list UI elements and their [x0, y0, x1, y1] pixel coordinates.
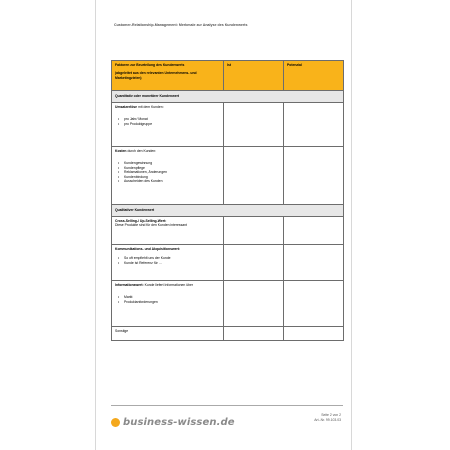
- logo-text: business-wissen.de: [123, 416, 235, 428]
- cell-umsatz: Umsatzerlöse mit dem Kunden: • pro Jahr/ Monat • pro Produktgruppe: [112, 103, 224, 147]
- umsatz-list: [115, 117, 220, 126]
- list-item: • Kundenbindung: [124, 175, 220, 179]
- cell-ist[interactable]: [224, 281, 284, 327]
- table-row-sonstige: [112, 327, 344, 341]
- cell-potenzial[interactable]: [284, 147, 344, 205]
- header-factors-title: Faktoren zur Beurteilung des Kundenwerts: [115, 63, 185, 67]
- cell-ist[interactable]: [224, 327, 284, 341]
- header-factors-subtitle: (abgeleitet aus den relevanten Unternehmens- und Marketingzielen): [115, 71, 197, 80]
- cell-ist[interactable]: [224, 217, 284, 245]
- kommunikation-label: Kommunikations- und Akquisitionswert:: [115, 247, 181, 251]
- header-potenzial: Potenzial: [284, 61, 344, 91]
- section-row-quantitative: [112, 91, 344, 103]
- page-info: [314, 413, 341, 424]
- header-factors: [112, 61, 224, 91]
- list-item: • pro Produktgruppe: [124, 122, 220, 126]
- footer-divider: [111, 405, 343, 406]
- table-row-information: [112, 281, 344, 327]
- section-row-qualitative: [112, 205, 344, 217]
- table-row-kommunikation: [112, 245, 344, 281]
- list-item: • Ausscheiden des Kunden: [124, 179, 220, 183]
- cell-kosten: Kosten durch den Kunden: • Kundengewinnung • Kundenpflege • Reklamationen, Änderungen • Kundenbindung • Ausscheiden des Kunden: [112, 147, 224, 205]
- kommunikation-list: [115, 256, 220, 265]
- list-item: • So oft empfiehlt uns der Kunde: [124, 256, 220, 260]
- kosten-list: [115, 161, 220, 183]
- cell-potenzial[interactable]: [284, 281, 344, 327]
- table-header-row: [112, 61, 344, 91]
- cross-selling-text: Diese Produkte sind für den Kunden interessant: [115, 223, 188, 228]
- cell-potenzial[interactable]: [284, 103, 344, 147]
- cell-information: Informationswert: Kunde liefert Informationen über • Markt • Produktanforderungen: [112, 281, 224, 327]
- document-page: [95, 0, 352, 450]
- cell-ist[interactable]: [224, 147, 284, 205]
- list-item: • Kunde ist Referenz für …: [124, 261, 220, 265]
- cell-ist[interactable]: [224, 103, 284, 147]
- cell-sonstige: Sonstige: [112, 327, 224, 341]
- cell-potenzial[interactable]: [284, 327, 344, 341]
- document-title: Customer-Relationship-Management: Merkmale zur Analyse des Kundenwerts: [114, 23, 248, 27]
- list-item: • pro Jahr/ Monat: [124, 117, 220, 121]
- cell-ist[interactable]: [224, 245, 284, 281]
- table-row-kosten: [112, 147, 344, 205]
- page-number: Seite 2 von 2: [321, 413, 341, 417]
- list-item: • Markt: [124, 295, 220, 299]
- information-list: [115, 295, 220, 304]
- article-number: Art.-Nr. 99.103.03: [314, 418, 341, 423]
- header-ist: Ist: [224, 61, 284, 91]
- brand-logo[interactable]: [111, 415, 235, 429]
- customer-value-table: [111, 60, 344, 341]
- table-row-cross-selling: [112, 217, 344, 245]
- cross-selling-label: Cross-Selling-/ Up-Selling-Wert:: [115, 219, 167, 223]
- list-item: • Reklamationen, Änderungen: [124, 170, 220, 174]
- cell-potenzial[interactable]: [284, 217, 344, 245]
- section-label-qualitative: Qualitativer Kundenwert: [112, 205, 344, 217]
- list-item: • Kundengewinnung: [124, 161, 220, 165]
- list-item: • Produktanforderungen: [124, 300, 220, 304]
- list-item: • Kundenpflege: [124, 166, 220, 170]
- table-row-umsatz: [112, 103, 344, 147]
- cell-kommunikation: [112, 245, 224, 281]
- section-label-quantitative: Quantitativ oder monetärer Kundenwert: [112, 91, 344, 103]
- cell-potenzial[interactable]: [284, 245, 344, 281]
- logo-dot-icon: [111, 418, 120, 427]
- cell-cross-selling: [112, 217, 224, 245]
